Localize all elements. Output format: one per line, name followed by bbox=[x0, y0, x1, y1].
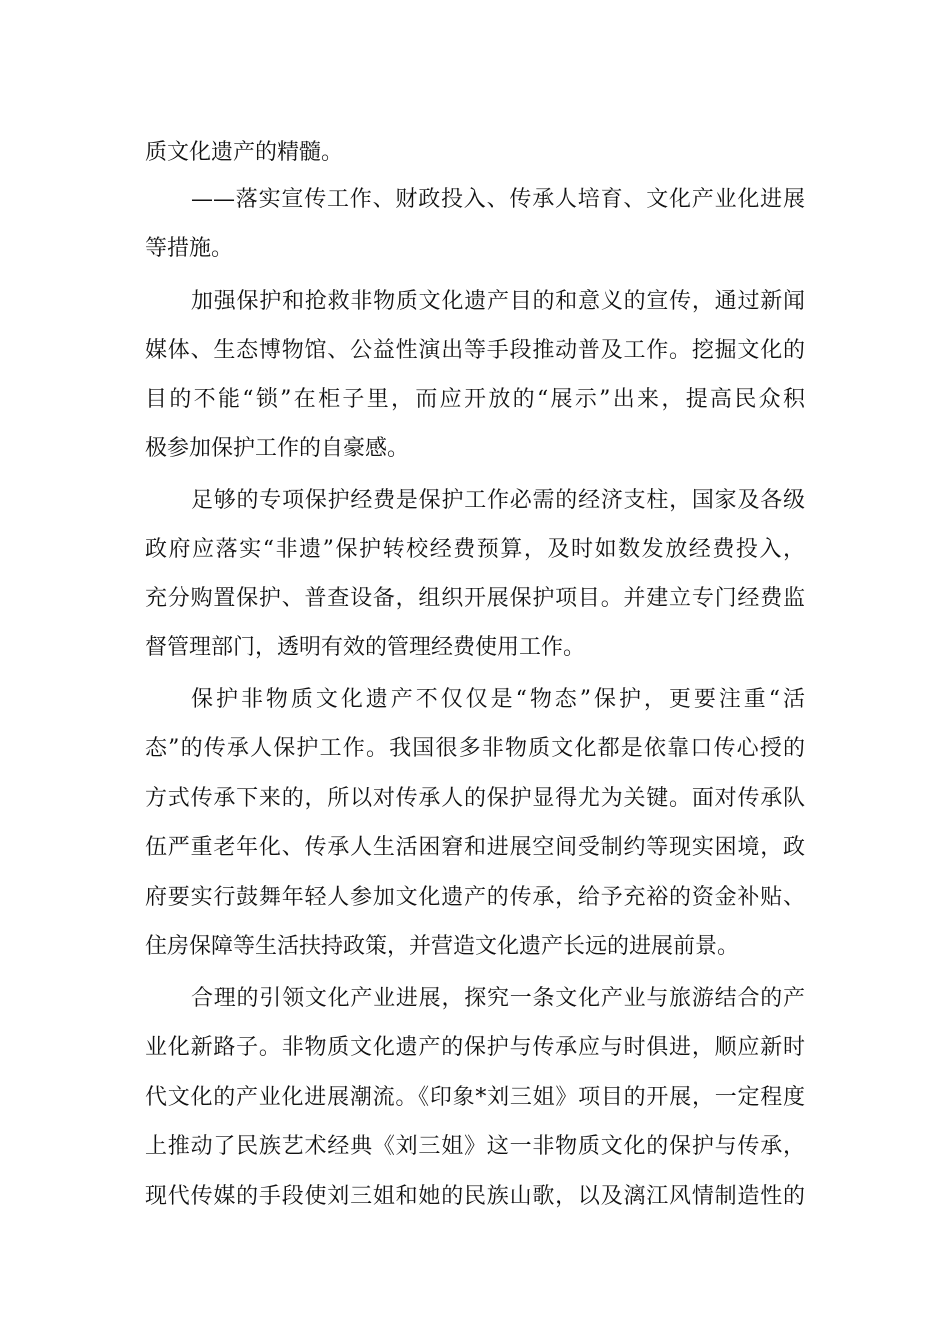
text-line: 足够的专项保护经费是保护工作必需的经济支柱，国家及各级 bbox=[191, 488, 805, 513]
text-line: 业化新路子。非物质文化遗产的保护与传承应与时俱进，顺应新时 bbox=[145, 1035, 805, 1060]
text-line: 保护非物质文化遗产不仅仅是“物态”保护，更要注重“活 bbox=[191, 687, 805, 712]
text-line: 督管理部门，透明有效的管理经费使用工作。 bbox=[145, 635, 586, 660]
text-line: 上推动了民族艺术经典《刘三姐》这一非物质文化的保护与传承， bbox=[145, 1134, 805, 1159]
text-line: 住房保障等生活扶持政策，并营造文化遗产长远的进展前景。 bbox=[145, 934, 740, 959]
text-line: 府要实行鼓舞年轻人参加文化遗产的传承，给予充裕的资金补贴、 bbox=[145, 885, 805, 910]
text-line: 充分购置保护、普查设备，组织开展保护项目。并建立专门经费监 bbox=[145, 586, 805, 611]
text-line: 媒体、生态博物馆、公益性演出等手段推动普及工作。挖掘文化的 bbox=[145, 338, 805, 363]
text-line: 代文化的产业化进展潮流。《印象*刘三姐》项目的开展，一定程度 bbox=[145, 1085, 805, 1110]
text-line: 极参加保护工作的自豪感。 bbox=[145, 436, 410, 461]
text-line: 等措施。 bbox=[145, 236, 234, 261]
text-line: 合理的引领文化产业进展，探究一条文化产业与旅游结合的产 bbox=[191, 986, 805, 1011]
text-line: ——落实宣传工作、财政投入、传承人培育、文化产业化进展 bbox=[191, 187, 805, 212]
text-line: 质文化遗产的精髓。 bbox=[145, 140, 344, 165]
text-line: 目的不能“锁”在柜子里，而应开放的“展示”出来，提高民众积 bbox=[145, 387, 805, 412]
text-line: 政府应落实“非遗”保护转校经费预算，及时如数发放经费投入， bbox=[145, 537, 805, 562]
text-line: 态”的传承人保护工作。我国很多非物质文化都是依靠口传心授的 bbox=[145, 736, 805, 761]
text-line: 方式传承下来的，所以对传承人的保护显得尤为关键。面对传承队 bbox=[145, 786, 805, 811]
text-line: 伍严重老年化、传承人生活困窘和进展空间受制约等现实困境，政 bbox=[145, 835, 805, 860]
text-line: 加强保护和抢救非物质文化遗产目的和意义的宣传，通过新闻 bbox=[191, 289, 805, 314]
text-line: 现代传媒的手段使刘三姐和她的民族山歌，以及漓江风情制造性的 bbox=[145, 1184, 805, 1209]
